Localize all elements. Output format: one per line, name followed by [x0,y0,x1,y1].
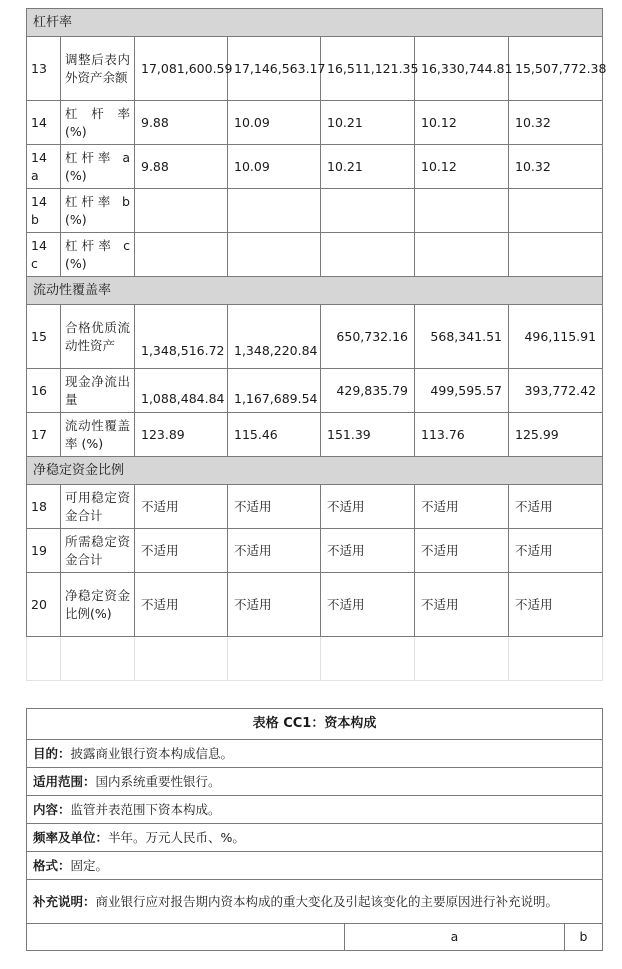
format-row [27,852,603,880]
row-number: 14 a [27,145,61,189]
cell-value: 9.88 [135,145,228,189]
cell-value: 10.09 [228,145,321,189]
row-number: 13 [27,37,61,101]
cell-value [135,233,228,277]
table-row [27,233,603,277]
cell-value: 17,081,600.59 [135,37,228,101]
row-label: 现金净流出量 [61,369,135,413]
frequency-text: 半年。万元人民币、%。 [108,829,245,845]
row-label: 杠杆率 a (%) [61,145,135,189]
purpose-row [27,740,603,768]
cell-value: 10.12 [415,145,509,189]
scope-label: 适用范围： [33,773,96,789]
cell-value: 不适用 [321,573,415,637]
cell-value [228,233,321,277]
cell-value [321,233,415,277]
cell-value: 125.99 [509,413,603,457]
cell-value: 不适用 [509,529,603,573]
frequency-row [27,824,603,852]
cell-value: 17,146,563.17 [228,37,321,101]
row-number: 14 [27,101,61,145]
cell-value: 9.88 [135,101,228,145]
row-label: 所需稳定资金合计 [61,529,135,573]
cell-value: 16,511,121.35 [321,37,415,101]
cell-value [509,233,603,277]
row-number: 17 [27,413,61,457]
row-label: 合格优质流动性资产 [61,305,135,369]
cell-value: 不适用 [135,573,228,637]
row-label: 杠杆率 b (%) [61,189,135,233]
cell-value [415,233,509,277]
purpose-text: 披露商业银行资本构成信息。 [70,745,234,761]
frequency-label: 频率及单位： [33,829,109,845]
cell-value: 不适用 [228,485,321,529]
row-number: 14 c [27,233,61,277]
row-label: 杠 杆 率(%) [61,101,135,145]
cell-value: 10.32 [509,145,603,189]
note-row [27,880,603,924]
table-row [27,573,603,637]
cell-value [509,189,603,233]
cell-value: 不适用 [135,529,228,573]
cell-value: 123.89 [135,413,228,457]
content-text: 监管并表范围下资本构成。 [70,801,221,817]
cell-value: 1,348,220.84 [228,305,321,369]
cell-value [415,189,509,233]
section-header-lcr: 流动性覆盖率 [27,277,603,305]
table-row [27,637,603,681]
cell-value [228,189,321,233]
content-row [27,796,603,824]
row-number: 15 [27,305,61,369]
table-title: 表格 CC1：资本构成 [27,709,603,740]
cell-value: 393,772.42 [509,369,603,413]
section-header-leverage: 杠杆率 [27,9,603,37]
table-row [27,413,603,457]
content-label: 内容： [33,801,71,817]
row-label: 流动性覆盖率 (%) [61,413,135,457]
row-number: 19 [27,529,61,573]
row-label: 可用稳定资金合计 [61,485,135,529]
row-label: 杠杆率 c (%) [61,233,135,277]
header-cell-blank [27,924,345,951]
row-number: 18 [27,485,61,529]
row-number: 14 b [27,189,61,233]
cell-value: 1,348,516.72 [135,305,228,369]
cell-value: 113.76 [415,413,509,457]
table-row [27,37,603,101]
row-number: 20 [27,573,61,637]
leverage-liquidity-table [26,8,607,681]
cell-value: 10.32 [509,101,603,145]
cell-value: 不适用 [415,485,509,529]
row-label: 净稳定资金比例(%) [61,573,135,637]
cell-value: 10.21 [321,145,415,189]
cell-value: 16,330,744.81 [415,37,509,101]
note-text: 商业银行应对报告期内资本构成的重大变化及引起该变化的主要原因进行补充说明。 [95,893,559,909]
section-header-nsfr: 净稳定资金比例 [27,457,603,485]
cell-value: 不适用 [228,529,321,573]
table-row [27,101,603,145]
cell-value: 不适用 [509,573,603,637]
cell-value: 不适用 [135,485,228,529]
purpose-label: 目的： [33,745,71,761]
cell-value: 10.12 [415,101,509,145]
cell-value: 568,341.51 [415,305,509,369]
table-row [27,485,603,529]
format-text: 固定。 [70,857,109,873]
cell-value: 不适用 [415,529,509,573]
note-label: 补充说明： [33,893,96,909]
table-row [27,369,603,413]
scope-row [27,768,603,796]
table-row [27,189,603,233]
cell-value [135,189,228,233]
cell-value: 429,835.79 [321,369,415,413]
scope-text: 国内系统重要性银行。 [95,773,221,789]
cell-value: 不适用 [321,485,415,529]
table-row [27,145,603,189]
cell-value: 10.09 [228,101,321,145]
column-header-b: b [565,924,603,951]
cell-value: 不适用 [321,529,415,573]
cell-value: 1,088,484.84 [135,369,228,413]
cell-value: 650,732.16 [321,305,415,369]
cell-value: 15,507,772.38 [509,37,603,101]
cell-value: 10.21 [321,101,415,145]
cell-value: 499,595.57 [415,369,509,413]
table-row [27,305,603,369]
cell-value: 不适用 [228,573,321,637]
row-label: 调整后表内外资产余额 [61,37,135,101]
cell-value [321,189,415,233]
cc1-spec-table [26,708,603,951]
cell-value: 115.46 [228,413,321,457]
column-header-a: a [345,924,565,951]
table-row [27,529,603,573]
cell-value: 151.39 [321,413,415,457]
row-number: 16 [27,369,61,413]
cell-value: 不适用 [415,573,509,637]
cell-value: 496,115.91 [509,305,603,369]
cell-value: 1,167,689.54 [228,369,321,413]
format-label: 格式： [33,857,71,873]
cell-value: 不适用 [509,485,603,529]
